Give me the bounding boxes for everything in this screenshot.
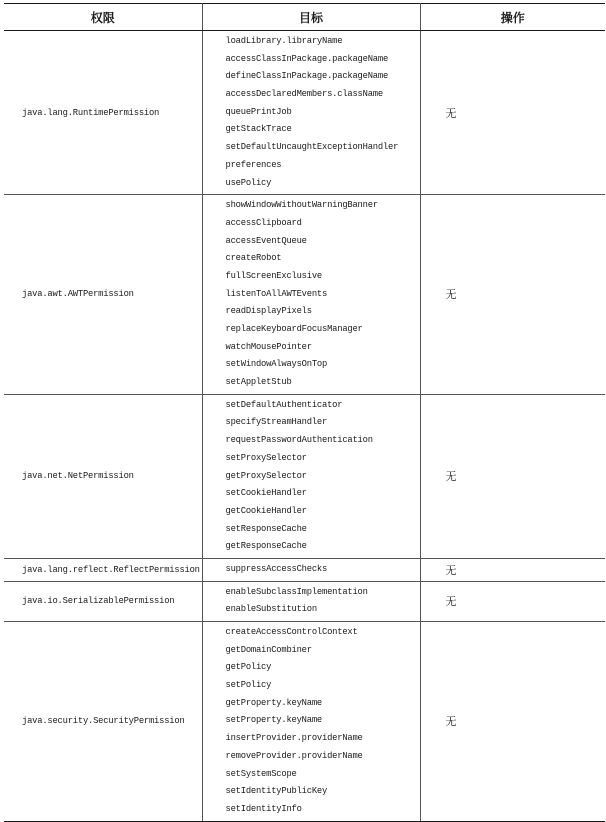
table-row: [4, 581, 605, 621]
target-item: insertProvider.providerName: [225, 733, 363, 744]
permission-cell: java.net.NetPermission: [4, 394, 202, 558]
target-item: setSystemScope: [225, 768, 297, 779]
targets-cell: [202, 195, 420, 395]
target-item: showWindowWithoutWarningBanner: [225, 200, 378, 211]
target-item: accessEventQueue: [225, 235, 307, 246]
target-item: setResponseCache: [225, 523, 307, 534]
target-item: listenToAllAWTEvents: [225, 288, 328, 299]
permission-cell: java.lang.reflect.ReflectPermission: [4, 558, 202, 581]
target-item: getCookieHandler: [225, 505, 307, 516]
target-item: setCookieHandler: [225, 488, 307, 499]
target-item: setIdentityInfo: [225, 803, 302, 814]
action-cell: 无: [420, 31, 605, 195]
target-item: readDisplayPixels: [225, 306, 312, 317]
permissions-table: [4, 3, 605, 822]
target-item: setProperty.keyName: [225, 715, 323, 726]
table-row: [4, 558, 605, 581]
target-item: createRobot: [225, 253, 282, 264]
target-item: accessClassInPackage.packageName: [225, 53, 389, 64]
table-row: [4, 622, 605, 822]
table-row: [4, 31, 605, 195]
target-item: setProxySelector: [225, 452, 307, 463]
target-item: getProperty.keyName: [225, 697, 323, 708]
target-item: getPolicy: [225, 662, 272, 673]
target-item: usePolicy: [225, 177, 272, 188]
target-item: removeProvider.providerName: [225, 750, 363, 761]
target-item: getResponseCache: [225, 541, 307, 552]
targets-cell: [202, 581, 420, 621]
table-row: [4, 195, 605, 395]
target-item: getStackTrace: [225, 124, 292, 135]
action-cell: 无: [420, 581, 605, 621]
action-cell: 无: [420, 622, 605, 822]
targets-cell: [202, 558, 420, 581]
target-item: createAccessControlContext: [225, 627, 358, 637]
target-item: enableSubclassImplementation: [225, 586, 368, 597]
table-row: [4, 394, 605, 558]
permission-cell: java.lang.RuntimePermission: [4, 31, 202, 195]
target-item: accessDeclaredMembers.className: [225, 89, 383, 100]
header-permission: 权限: [4, 4, 202, 31]
target-item: defineClassInPackage.packageName: [225, 71, 389, 82]
target-item: fullScreenExclusive: [225, 270, 323, 281]
target-item: suppressAccessChecks: [225, 563, 328, 574]
target-item: setAppletStub: [225, 377, 292, 388]
permission-cell: java.io.SerializablePermission: [4, 581, 202, 621]
action-cell: 无: [420, 195, 605, 395]
target-item: queuePrintJob: [225, 106, 292, 117]
targets-cell: [202, 622, 420, 822]
target-item: specifyStreamHandler: [225, 417, 328, 428]
permission-cell: java.awt.AWTPermission: [4, 195, 202, 395]
header-action: 操作: [420, 4, 605, 31]
target-item: setWindowAlwaysOnTop: [225, 359, 328, 370]
action-cell: 无: [420, 558, 605, 581]
target-item: setPolicy: [225, 680, 272, 691]
table-header-row: [4, 4, 605, 31]
target-item: preferences: [225, 159, 282, 170]
action-cell: 无: [420, 394, 605, 558]
target-item: enableSubstitution: [225, 604, 317, 615]
target-item: replaceKeyboardFocusManager: [225, 324, 363, 334]
header-target: 目标: [202, 4, 420, 31]
targets-cell: [202, 394, 420, 558]
permission-cell: java.security.SecurityPermission: [4, 622, 202, 822]
target-item: getProxySelector: [225, 470, 307, 481]
target-item: watchMousePointer: [225, 341, 312, 352]
target-item: setDefaultAuthenticator: [225, 399, 343, 410]
target-item: accessClipboard: [225, 217, 302, 228]
targets-cell: [202, 31, 420, 195]
target-item: requestPasswordAuthentication: [225, 435, 373, 446]
table-body: [4, 31, 605, 822]
target-item: setIdentityPublicKey: [225, 786, 328, 797]
target-item: loadLibrary.libraryName: [225, 36, 343, 46]
target-item: getDomainCombiner: [225, 644, 312, 655]
target-item: setDefaultUncaughtExceptionHandler: [225, 142, 399, 153]
